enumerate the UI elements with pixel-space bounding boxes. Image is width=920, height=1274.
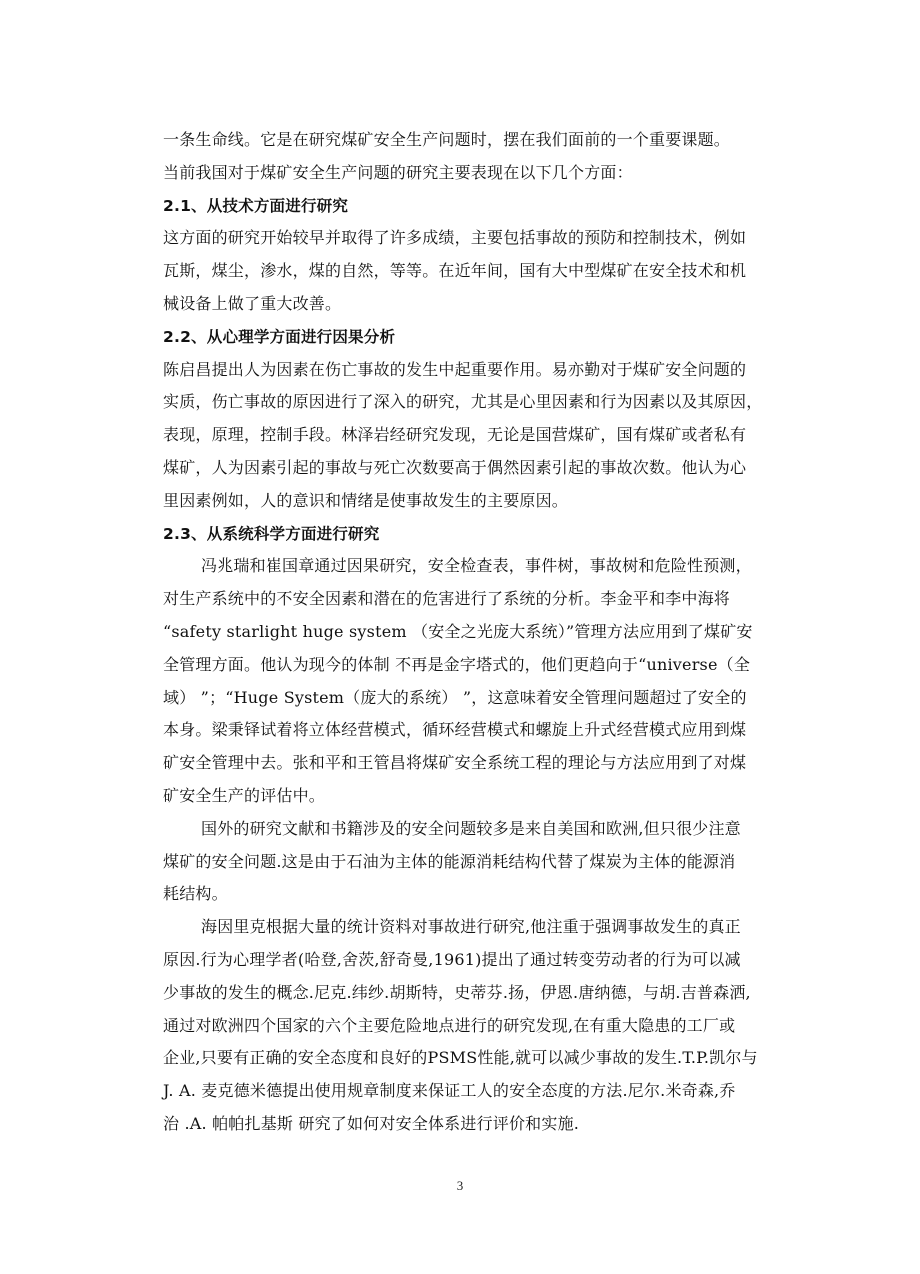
text-line: 国外的研究文献和书籍涉及的安全问题较多是来自美国和欧洲,但只很少注意 xyxy=(201,818,741,838)
text-line: 对生产系统中的不安全因素和潜在的危害进行了系统的分析。李金平和李中海将 xyxy=(163,589,731,609)
text-line: 治 .A. 帕帕扎基斯 研究了如何对安全体系进行评价和实施. xyxy=(163,1113,580,1133)
text-line: 械设备上做了重大改善。 xyxy=(163,293,342,313)
text-line: 原因.行为心理学者(哈登,舍茨,舒奇曼,1961)提出了通过转变劳动者的行为可以减 xyxy=(163,949,741,969)
section-heading: 2.3、从系统科学方面进行研究 xyxy=(163,524,380,543)
text-line: 少事故的发生的概念.尼克.纬纱.胡斯特，史蒂芬.扬，伊恩.唐纳德，与胡.吉普森洒, xyxy=(163,982,751,1002)
page-number: 3 xyxy=(456,1178,464,1193)
text-line: 矿安全管理中去。张和平和王管昌将煤矿安全系统工程的理论与方法应用到了对煤 xyxy=(163,753,747,773)
text-line: “safety starlight huge system （安全之光庞大系统）”管理方法应用到了煤矿安 xyxy=(163,621,753,641)
text-line: 耗结构。 xyxy=(163,884,228,904)
text-line: 实质，伤亡事故的原因进行了深入的研究，尤其是心里因素和行为因素以及其原因， xyxy=(163,392,763,412)
text-line: 海因里克根据大量的统计资料对事故进行研究,他注重于强调事故发生的真正 xyxy=(201,917,741,937)
text-line: 域） ”；“Huge System（庞大的系统） ”，这意味着安全管理问题超过了安全的 xyxy=(163,687,747,707)
text-line: 这方面的研究开始较早并取得了许多成绩，主要包括事故的预防和控制技术，例如 xyxy=(163,228,747,248)
text-line: 瓦斯，煤尘，渗水，煤的自然，等等。在近年间，国有大中型煤矿在安全技术和机 xyxy=(163,261,747,281)
text-line: 里因素例如，人的意识和情绪是使事故发生的主要原因。 xyxy=(163,490,569,510)
text-line: 企业,只要有正确的安全态度和良好的PSMS性能,就可以减少事故的发生.T.P.凯尔与 xyxy=(163,1048,758,1068)
body-text xyxy=(163,124,813,1141)
text-line: J. A. 麦克德米德提出使用规章制度来保证工人的安全态度的方法.尼尔.米奇森,乔 xyxy=(163,1081,736,1101)
text-line: 本身。梁秉铎试着将立体经营模式，循环经营模式和螺旋上升式经营模式应用到煤 xyxy=(163,720,747,740)
text-line: 煤矿的安全问题.这是由于石油为主体的能源消耗结构代替了煤炭为主体的能源消 xyxy=(163,851,736,871)
text-line: 矿安全生产的评估中。 xyxy=(163,785,326,805)
text-line: 煤矿，人为因素引起的事故与死亡次数要高于偶然因素引起的事故次数。他认为心 xyxy=(163,457,747,477)
section-heading: 2.2、从心理学方面进行因果分析 xyxy=(163,327,396,346)
text-line: 陈启昌提出人为因素在伤亡事故的发生中起重要作用。易亦勤对于煤矿安全问题的 xyxy=(163,359,747,379)
text-line: 通过对欧洲四个国家的六个主要危险地点进行的研究发现,在有重大隐患的工厂或 xyxy=(163,1015,736,1035)
text-line: 全管理方面。他认为现今的体制 不再是金字塔式的，他们更趋向于“universe（全 xyxy=(163,654,751,674)
text-line: 冯兆瑞和崔国章通过因果研究，安全检查表，事件树，事故树和危险性预测， xyxy=(201,556,752,576)
section-heading: 2.1、从技术方面进行研究 xyxy=(163,196,349,215)
text-line: 当前我国对于煤矿安全生产问题的研究主要表现在以下几个方面： xyxy=(163,162,633,182)
text-line: 表现，原理，控制手段。林泽岩经研究发现，无论是国营煤矿，国有煤矿或者私有 xyxy=(163,425,747,445)
text-line: 一条生命线。它是在研究煤矿安全生产问题时，摆在我们面前的一个重要课题。 xyxy=(163,130,731,149)
